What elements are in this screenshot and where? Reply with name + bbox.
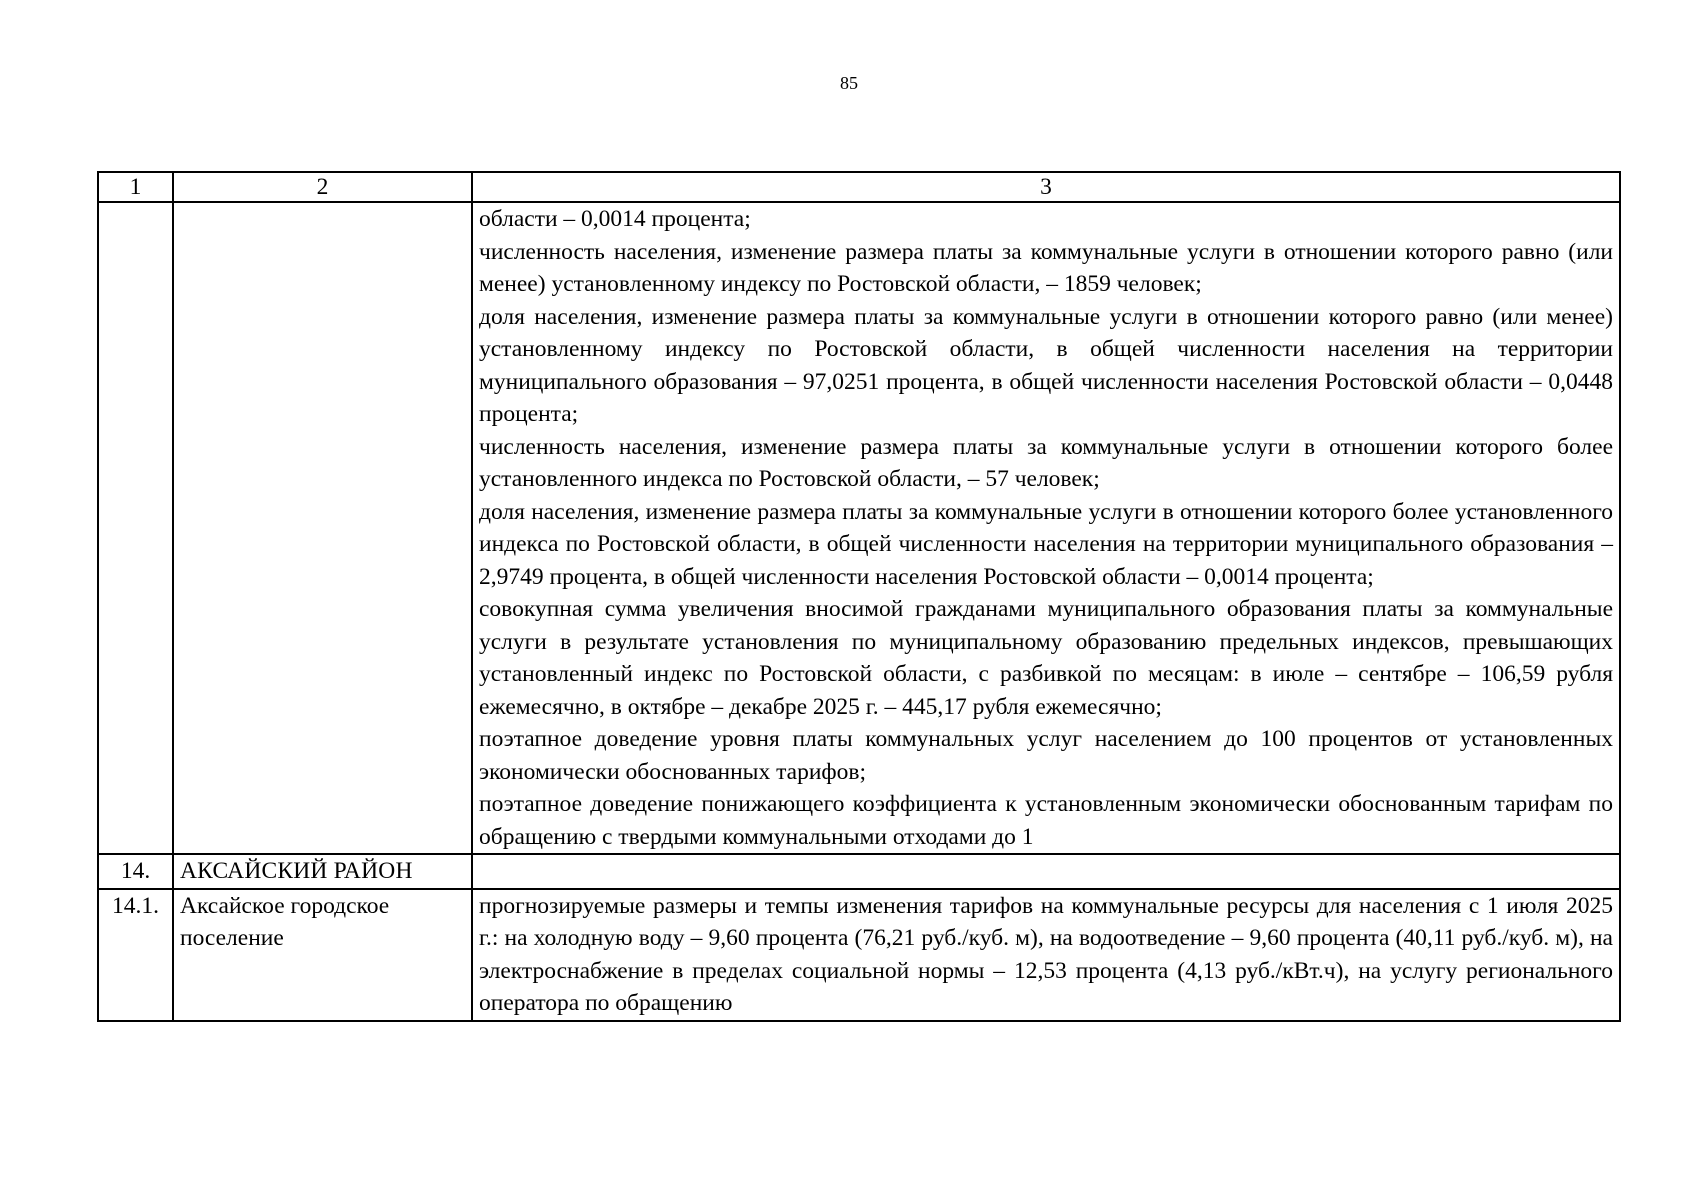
- paragraph: численность населения, изменение размера платы за коммунальные услуги в отношении которого равно (или менее) установленному индексу по Ростовской области, – 1859 человек;: [479, 238, 1613, 297]
- paragraph: численность населения, изменение размера платы за коммунальные услуги в отношении которого более установленного индекса по Ростовской области, – 57 человек;: [479, 433, 1613, 492]
- paragraph: доля населения, изменение размера платы за коммунальные услуги в отношении которого равно (или менее) установленному индексу по Ростовской области, в общей численности населения на территории муниципального образования – 97,0251 процента, в общей численности населения Ростовской области – 0,0448 процента;: [479, 303, 1613, 427]
- row-name-cell: [173, 202, 472, 854]
- row-number-cell: 14.1.: [98, 889, 173, 1021]
- header-row: [98, 172, 1620, 202]
- table-row-settlement: [98, 889, 1620, 1021]
- header-cell-col3: 3: [472, 172, 1620, 202]
- row-number-cell: [98, 202, 173, 854]
- paragraph: прогнозируемые размеры и темпы изменения тарифов на коммунальные ресурсы для населения с 1 июля 2025 г.: на холодную воду – 9,60 процента (76,21 руб./куб. м), на водоотведение – 9,60 процента (40,11 руб./куб. м), на электроснабжение в пределах социальной нормы – 12,53 процента (4,13 руб./кВт.ч), на услугу регионального оператора по обращению: [479, 892, 1613, 1016]
- paragraph: доля населения, изменение размера платы за коммунальные услуги в отношении которого более установленного индекса по Ростовской области, в общей численности населения на территории муниципального образования – 2,9749 процента, в общей численности населения Ростовской области – 0,0014 процента;: [479, 498, 1613, 590]
- district-name-cell: АКСАЙСКИЙ РАЙОН: [173, 854, 472, 889]
- header-cell-col2: 2: [173, 172, 472, 202]
- table-row-continuation: [98, 202, 1620, 854]
- paragraph: области – 0,0014 процента;: [479, 206, 751, 232]
- row-text-cell: [472, 854, 1620, 889]
- page-number: 85: [840, 73, 858, 93]
- row-text-cell: [472, 889, 1620, 1021]
- row-text-cell: [472, 202, 1620, 854]
- table-row-district: [98, 854, 1620, 889]
- paragraph: поэтапное доведение понижающего коэффициента к установленным экономически обоснованным тарифам по обращению с твердыми коммунальными отходами до 1: [479, 791, 1613, 850]
- paragraph: совокупная сумма увеличения вносимой гражданами муниципального образования платы за коммунальные услуги в результате установления по муниципальному образованию предельных индексов, превышающих установленный индекс по Ростовской области, с разбивкой по месяцам: в июле – сентябре – 106,59 рубля ежемесячно, в октябре – декабре 2025 г. – 445,17 рубля ежемесячно;: [479, 596, 1613, 720]
- header-cell-col1: 1: [98, 172, 173, 202]
- paragraph: поэтапное доведение уровня платы коммунальных услуг населением до 100 процентов от установленных экономически обоснованных тарифов;: [479, 726, 1613, 785]
- settlement-name-cell: Аксайское городское поселение: [173, 889, 472, 1021]
- row-number-cell: 14.: [98, 854, 173, 889]
- data-table: [97, 171, 1621, 1022]
